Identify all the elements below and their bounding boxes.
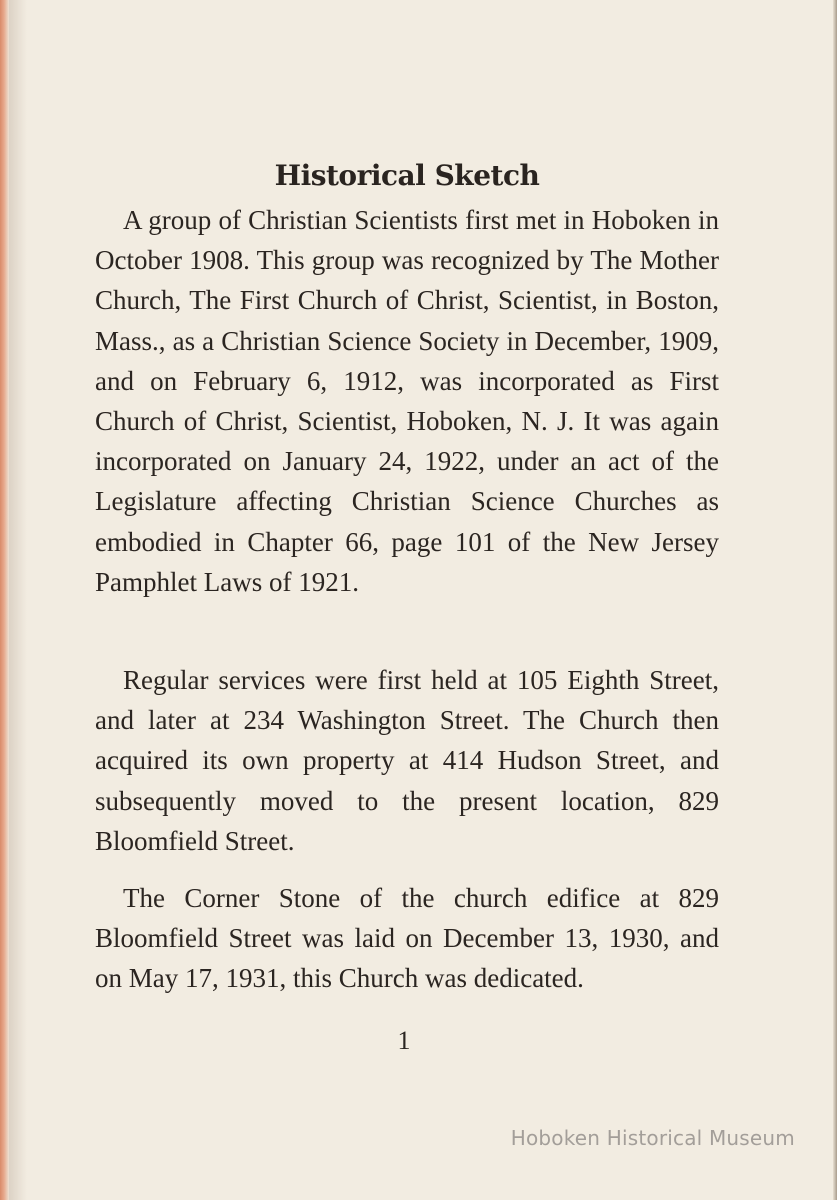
watermark-text: Hoboken Historical Museum [510,1126,795,1150]
paragraph-corner-stone: The Corner Stone of the church edifice at 829 Bloomfield Street was laid on December 13, 1930, and on May 17, 1931, this Church was dedicated. [95,883,719,994]
paragraph-services: Regular services were first held at 105 Eighth Street, and later at 234 Washington Street. The Church then acquired its own property at 414 Hudson Street, and subsequently moved to the present location, 829 Bloomfield Street. [95,665,719,856]
paragraph-history: A group of Christian Scientists first met in Hoboken in October 1908. This group was recognized by The Mother Church, The First Church of Christ, Scientist, in Boston, Mass., as a Christian Science Society in December, 1909, and on February 6, 1912, was incorporated as First Church of Christ, Scientist, Hoboken, N. J. It was again incorporated on January 24, 1922, under an act of the Legislature affecting Christian Science Churches as embodied in Chapter 66, page 101 of the New Jersey Pamphlet Laws of 1921. [95,205,719,597]
page-right-edge [833,0,837,1200]
page-title: Historical Sketch [274,158,540,192]
page-number: 1 [397,1026,411,1055]
